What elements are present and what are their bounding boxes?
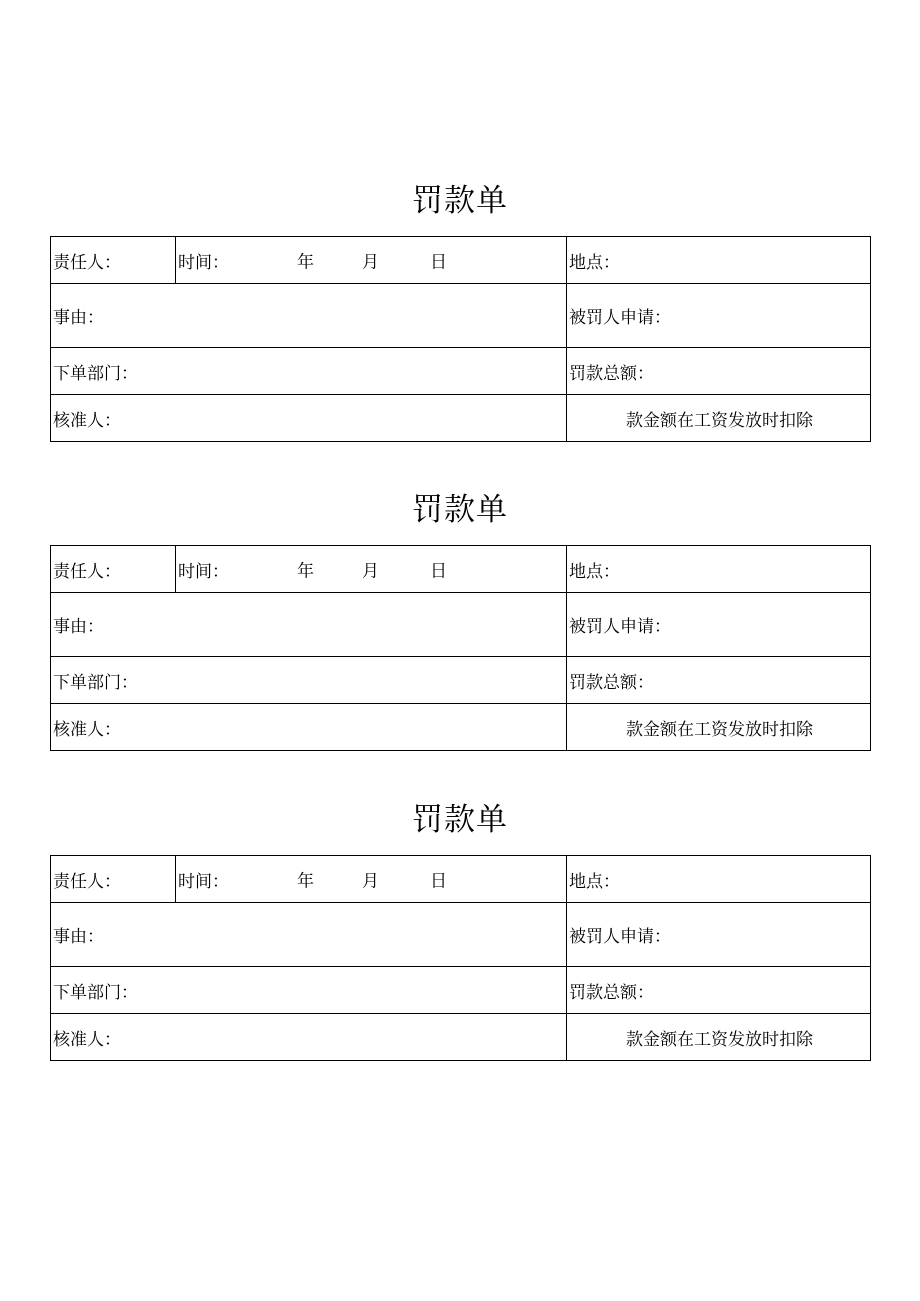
department-field[interactable] [51,348,567,395]
approver-field[interactable] [51,704,567,751]
table-row [51,284,871,348]
appeal-field[interactable] [567,284,871,348]
total-field[interactable] [567,657,871,704]
responsible-label: 责任人： [53,871,121,892]
department-label: 下单部门： [53,672,138,693]
reason-label: 事由： [53,617,104,637]
reason-field[interactable] [51,593,567,657]
responsible-field[interactable] [51,546,176,593]
table-row [51,856,871,903]
approver-label: 核准人： [53,1029,121,1050]
location-field[interactable] [567,237,871,284]
total-field[interactable] [567,348,871,395]
appeal-label: 被罚人申请： [569,927,671,947]
location-label: 地点： [569,561,620,582]
fine-form-table [50,545,871,751]
responsible-field[interactable] [51,237,176,284]
form-title: 罚款单 [412,802,508,838]
total-label: 罚款总额： [569,982,654,1003]
time-label: 时间： [178,561,229,582]
table-row [51,593,871,657]
table-row [51,1014,871,1061]
table-row [51,237,871,284]
day-label: 日 [430,252,447,273]
appeal-label: 被罚人申请： [569,617,671,637]
day-label: 日 [430,871,447,892]
table-row [51,657,871,704]
approver-label: 核准人： [53,410,121,431]
table-row [51,704,871,751]
time-label: 时间： [178,871,229,892]
approver-field[interactable] [51,395,567,442]
appeal-label: 被罚人申请： [569,308,671,328]
table-row [51,348,871,395]
department-label: 下单部门： [53,363,138,384]
time-field[interactable] [176,546,567,593]
deduction-note: 款金额在工资发放时扣除 [567,1014,871,1061]
year-label: 年 [297,871,314,892]
fine-form-table [50,236,871,442]
department-field[interactable] [51,967,567,1014]
year-label: 年 [297,252,314,273]
location-label: 地点： [569,871,620,892]
month-label: 月 [362,252,379,273]
responsible-label: 责任人： [53,252,121,273]
approver-label: 核准人： [53,719,121,740]
form-title: 罚款单 [412,492,508,528]
table-row [51,546,871,593]
table-row [51,395,871,442]
reason-field[interactable] [51,284,567,348]
deduction-note: 款金额在工资发放时扣除 [567,395,871,442]
approver-field[interactable] [51,1014,567,1061]
time-field[interactable] [176,856,567,903]
appeal-field[interactable] [567,903,871,967]
fine-form-table [50,855,871,1061]
form-title: 罚款单 [412,183,508,219]
month-label: 月 [362,871,379,892]
time-label: 时间： [178,252,229,273]
total-label: 罚款总额： [569,363,654,384]
table-row [51,967,871,1014]
reason-label: 事由： [53,308,104,328]
appeal-field[interactable] [567,593,871,657]
location-label: 地点： [569,252,620,273]
total-field[interactable] [567,967,871,1014]
month-label: 月 [362,561,379,582]
time-field[interactable] [176,237,567,284]
reason-label: 事由： [53,927,104,947]
deduction-note: 款金额在工资发放时扣除 [567,704,871,751]
location-field[interactable] [567,856,871,903]
table-row [51,903,871,967]
total-label: 罚款总额： [569,672,654,693]
year-label: 年 [297,561,314,582]
department-field[interactable] [51,657,567,704]
location-field[interactable] [567,546,871,593]
day-label: 日 [430,561,447,582]
reason-field[interactable] [51,903,567,967]
responsible-label: 责任人： [53,561,121,582]
department-label: 下单部门： [53,982,138,1003]
responsible-field[interactable] [51,856,176,903]
